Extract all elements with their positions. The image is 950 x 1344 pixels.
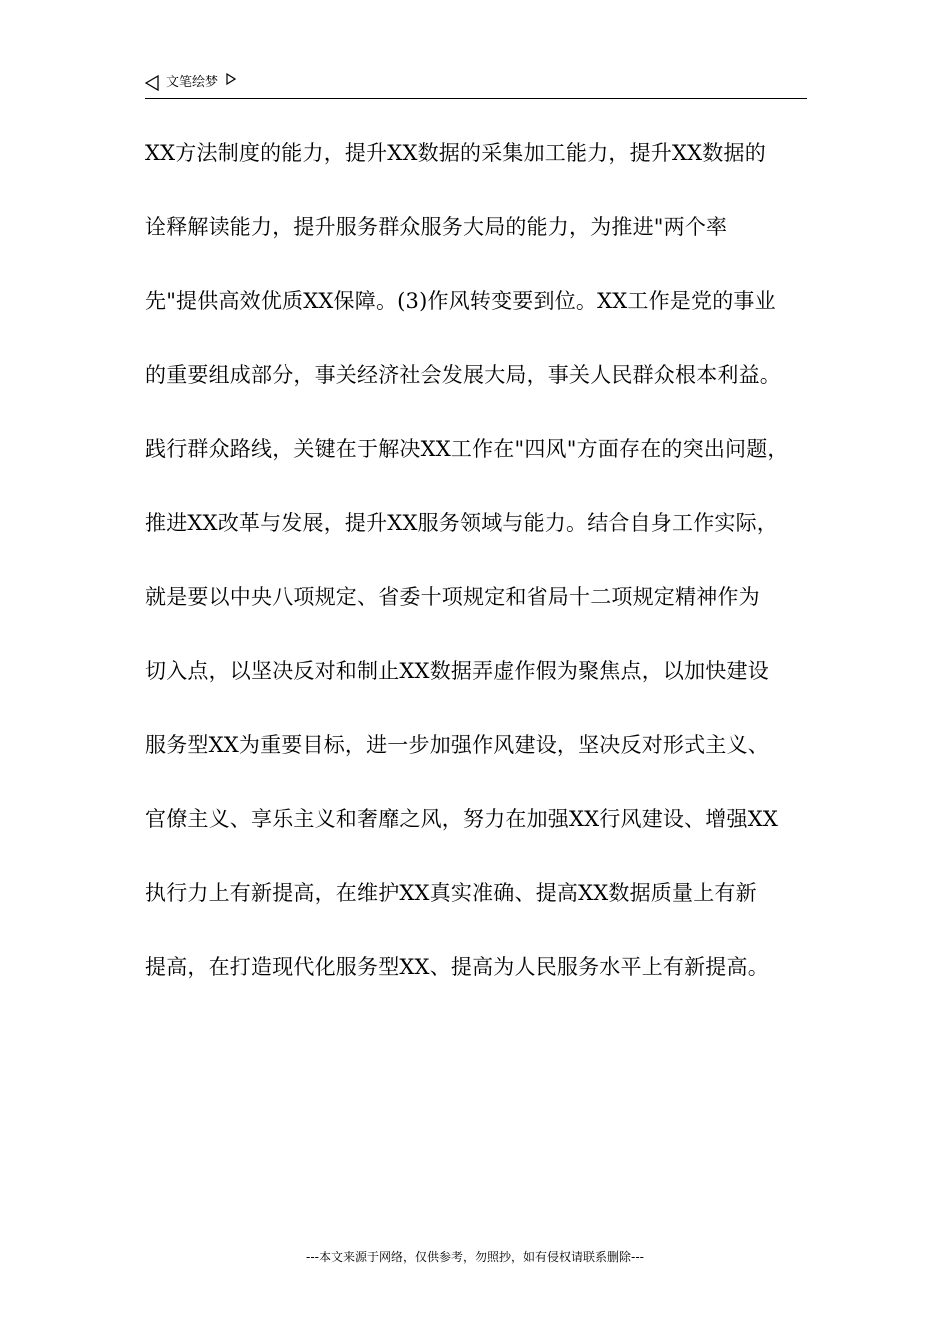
body-line: 推进XX改革与发展，提升XX服务领域与能力。结合自身工作实际， bbox=[145, 511, 778, 535]
body-line: 服务型XX为重要目标，进一步加强作风建设，坚决反对形式主义、 bbox=[145, 733, 769, 757]
page-header bbox=[145, 72, 807, 99]
triangle-left-outline-icon bbox=[145, 75, 159, 91]
body-line: 提高，在打造现代化服务型XX、提高为人民服务水平上有新提高。 bbox=[145, 955, 769, 979]
body-line: 先"提供高效优质XX保障。(3)作风转变要到位。XX工作是党的事业 bbox=[145, 289, 776, 313]
body-line: XX方法制度的能力，提升XX数据的采集加工能力，提升XX数据的 bbox=[145, 141, 766, 165]
body-line: 践行群众路线，关键在于解决XX工作在"四风"方面存在的突出问题， bbox=[145, 437, 789, 461]
triangle-right-outline-icon bbox=[226, 73, 236, 85]
body-line: 官僚主义、享乐主义和奢靡之风，努力在加强XX行风建设、增强XX bbox=[145, 807, 778, 831]
body-line: 诠释解读能力，提升服务群众服务大局的能力，为推进"两个率 bbox=[145, 215, 728, 239]
body-line: 就是要以中央八项规定、省委十项规定和省局十二项规定精神作为 bbox=[145, 585, 760, 609]
body-line: 执行力上有新提高，在维护XX真实准确、提高XX数据质量上有新 bbox=[145, 881, 757, 905]
footer-disclaimer: ---本文来源于网络，仅供参考，勿照抄，如有侵权请联系删除--- bbox=[306, 1250, 644, 1264]
body-line: 切入点，以坚决反对和制止XX数据弄虚作假为聚焦点，以加快建设 bbox=[145, 659, 769, 683]
brand-text: 文笔绘梦 bbox=[166, 75, 219, 90]
brand bbox=[145, 74, 236, 92]
body-line: 的重要组成部分，事关经济社会发展大局，事关人民群众根本利益。 bbox=[145, 363, 781, 387]
document-body bbox=[145, 126, 825, 1014]
